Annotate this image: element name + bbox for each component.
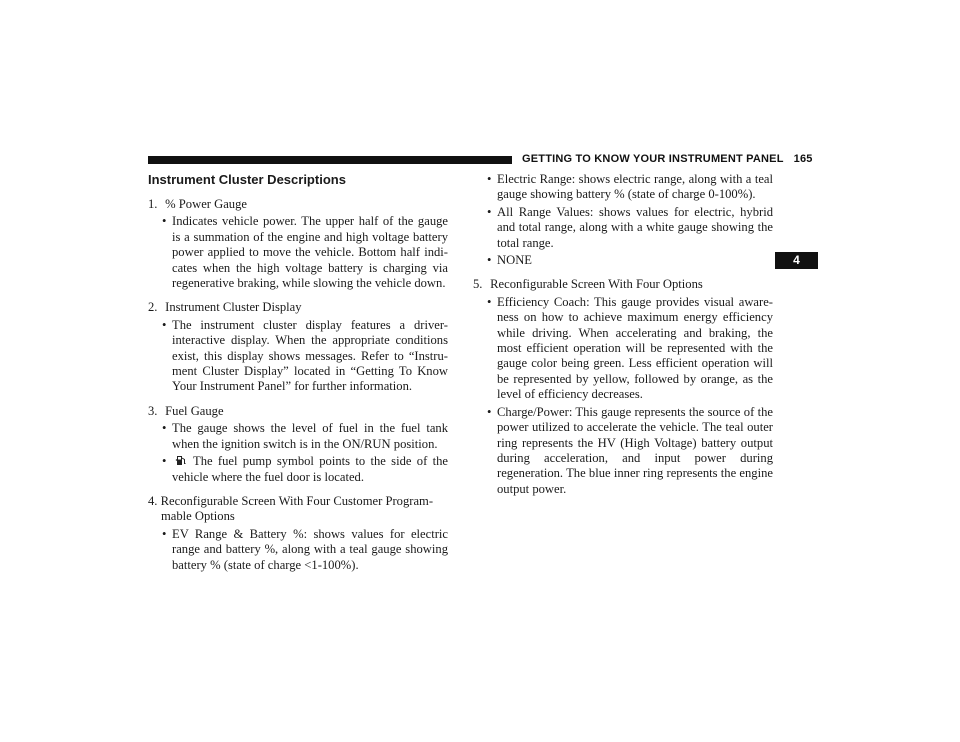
bullet-item: • EV Range & Battery %: shows values for electric range and battery %, along with a teal gauge showing battery % (state of charge <1-100%).: [162, 526, 448, 572]
list-item-1: [148, 197, 448, 291]
running-header: [522, 153, 813, 165]
right-column: [473, 172, 773, 506]
list-item-3: [148, 404, 448, 485]
left-column: [148, 172, 448, 582]
chapter-tab: 4: [775, 252, 818, 269]
bullet-item: • All Range Values: shows values for electric, hybrid and total range, along with a white gauge showing the total range.: [487, 204, 773, 250]
bullet-item: • The fuel pump symbol points to the side of the vehicle where the fuel door is located.: [162, 454, 448, 484]
bullet-item: • Indicates vehicle power. The upper half of the gauge is a summation of the engine and high voltage battery power applied to move the vehicle. Bottom half indi-cates when the high voltage battery is charging via regenerative braking, while slowing the vehicle down.: [162, 214, 448, 291]
section-title: Instrument Cluster Descriptions: [148, 172, 346, 187]
bullet-item: • Efficiency Coach: This gauge provides visual aware-ness on how to achieve maximum energy efficiency while driving. When accelerating and braking, the most efficient operation will be represented with the gauge color being green. Less efficient operation will be represented by yellow, followed by orange, as the level of efficiency decreases.: [487, 294, 773, 402]
list-item-5: [473, 277, 773, 497]
list-item-4-continued: [473, 172, 773, 268]
list-item-2: [148, 300, 448, 394]
bullet-item: • Charge/Power: This gauge represents the source of the power utilized to accelerate the vehicle. The teal outer ring represents the HV (High Voltage) battery output during acceleration, and input power during regeneration. The blue inner ring represents the engine output power.: [487, 404, 773, 496]
item-heading: 1. % Power Gauge: [148, 197, 247, 211]
bullet-item: • The instrument cluster display features a driver-interactive display. When the appropriate conditions exist, this display shows messages. Refer to “Instru-ment Cluster Display” located in “Getting To Know Your Instrument Panel” for further information.: [162, 317, 448, 394]
bullet-item: • The gauge shows the level of fuel in the fuel tank when the ignition switch is in the ON/RUN position.: [162, 421, 448, 451]
item-heading: 4. Reconfigurable Screen With Four Customer Program-mable Options: [148, 493, 434, 524]
bullet-item: • NONE: [487, 253, 532, 268]
header-rule: [148, 156, 512, 164]
running-title: GETTING TO KNOW YOUR INSTRUMENT PANEL: [522, 153, 784, 165]
list-item-4: [148, 494, 448, 573]
bullet-item: • Electric Range: shows electric range, along with a teal gauge showing battery % (state of charge 0-100%).: [487, 172, 773, 202]
item-heading: 5. Reconfigurable Screen With Four Options: [473, 277, 703, 292]
page-number: 165: [793, 153, 813, 165]
fuel-pump-icon: [175, 454, 187, 466]
item-heading: 3. Fuel Gauge: [148, 403, 224, 418]
item-heading: 2. Instrument Cluster Display: [148, 300, 302, 315]
